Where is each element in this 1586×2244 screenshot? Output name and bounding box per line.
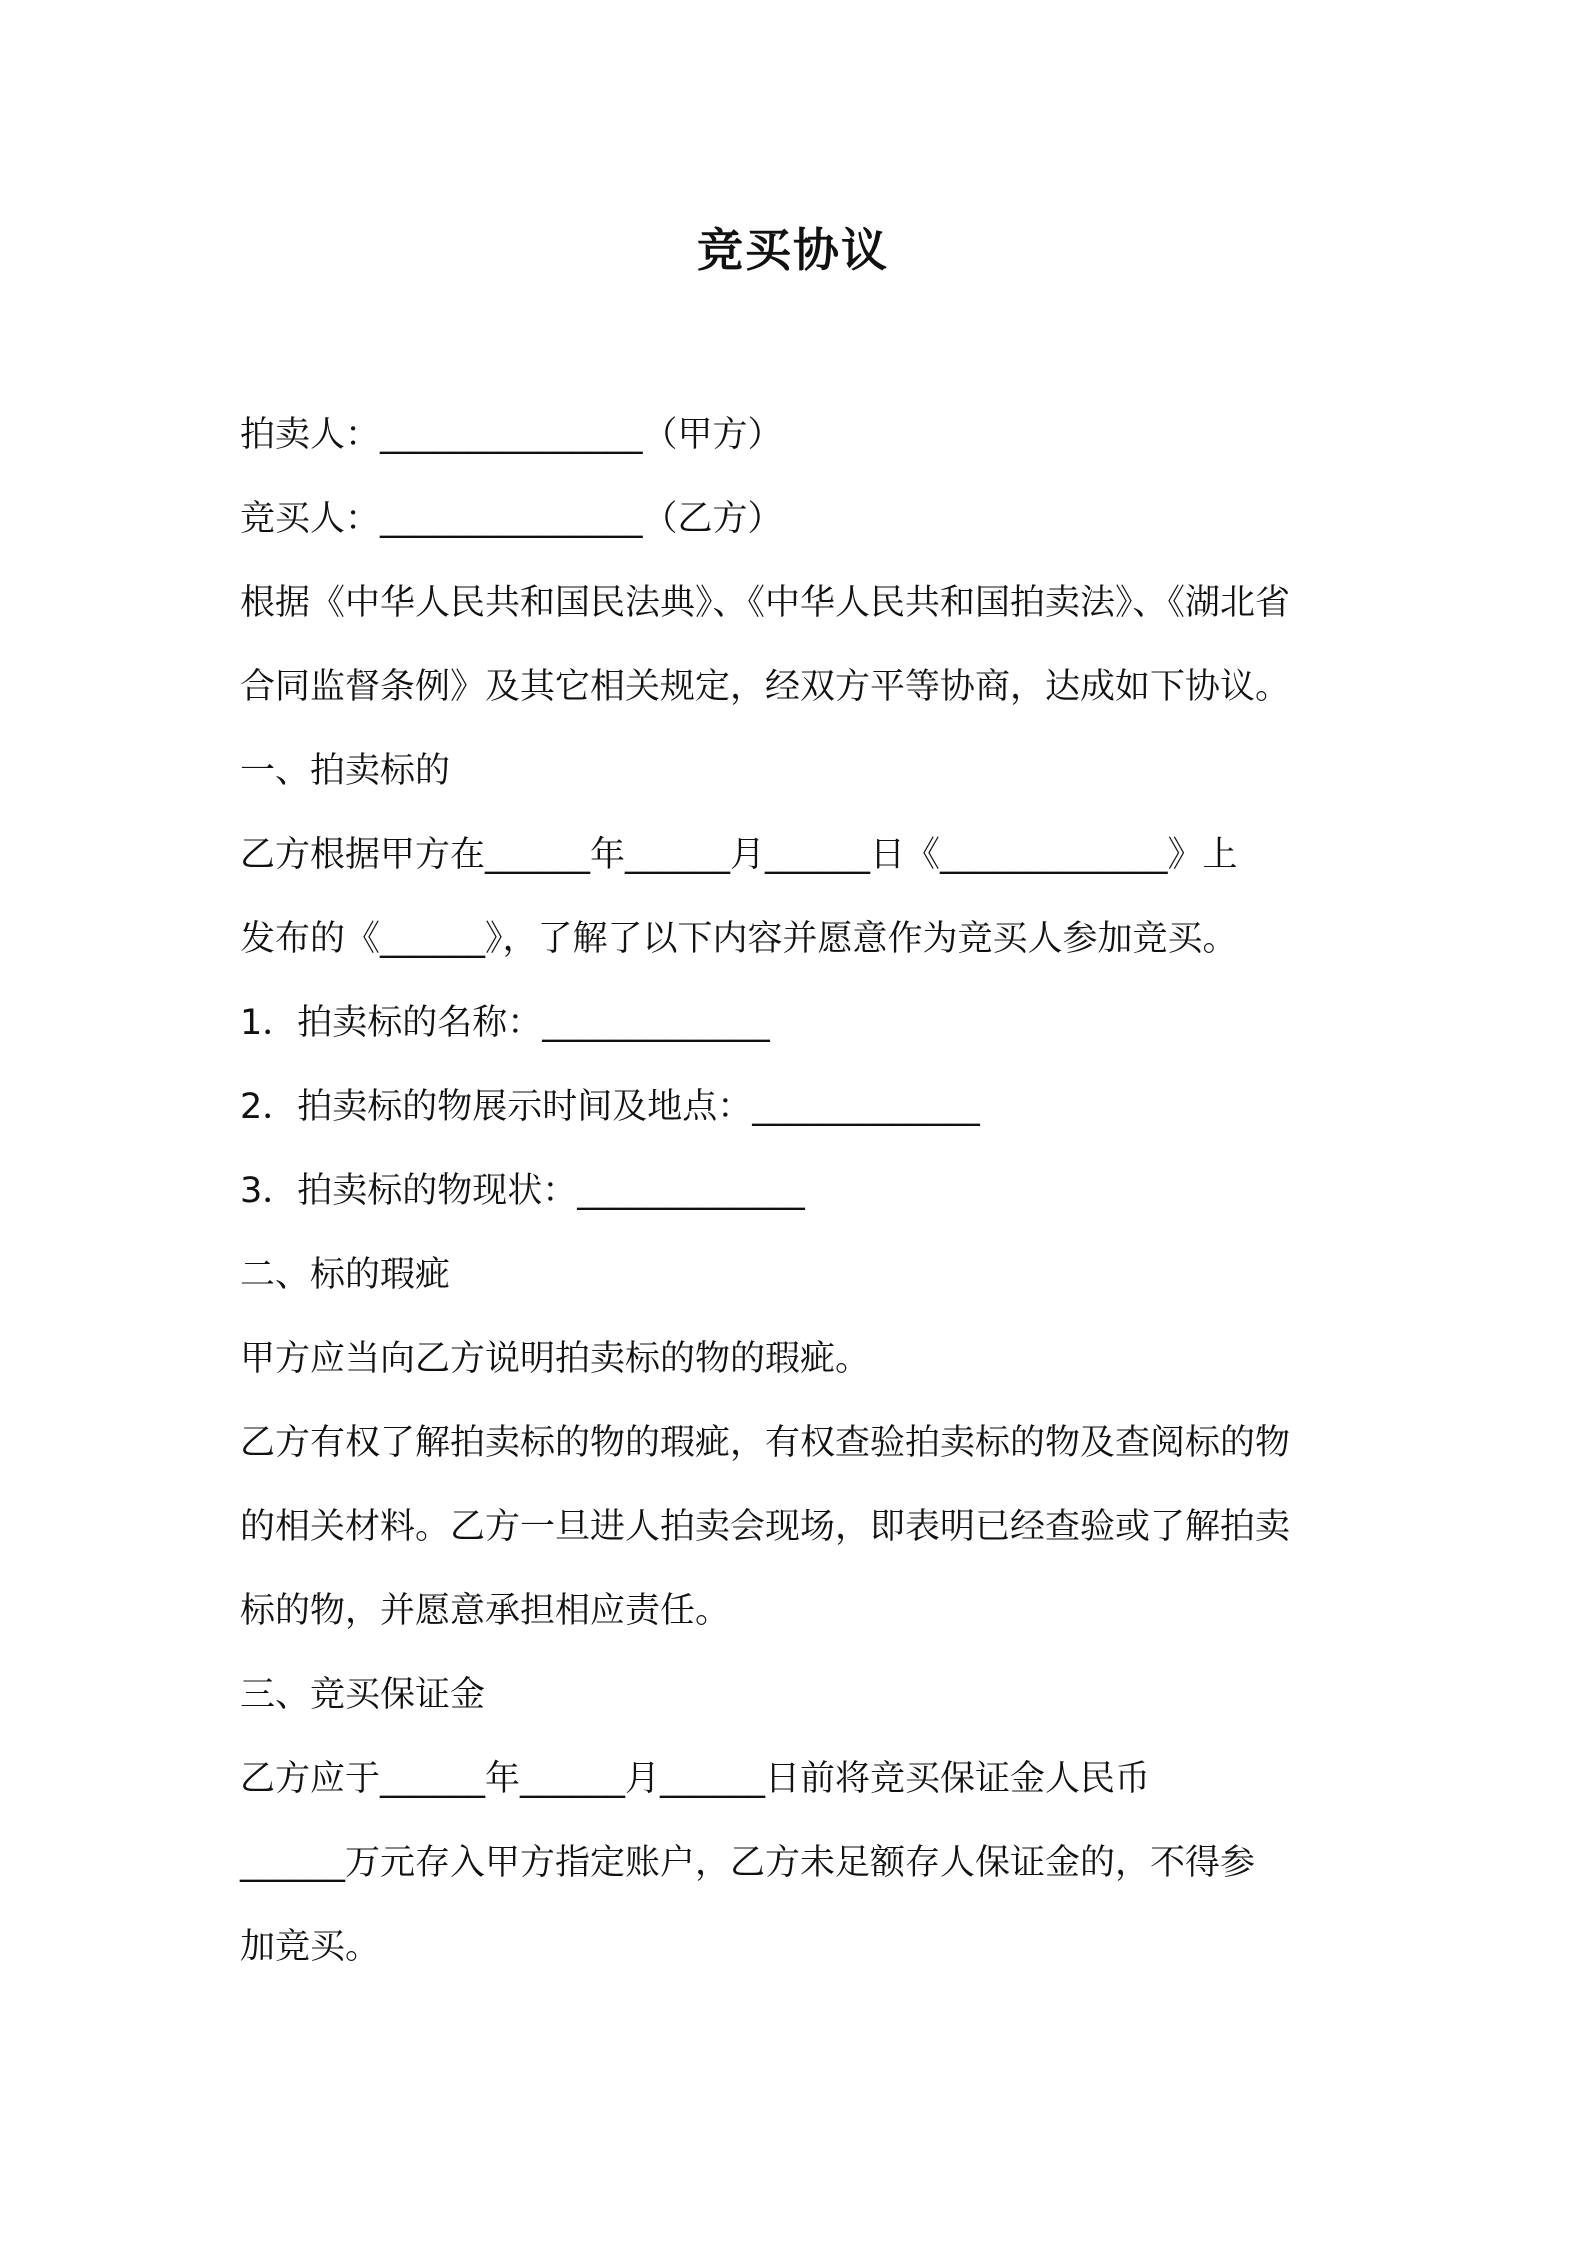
section-3-para-line-1: 乙方应于______年______月______日前将竞买保证金人民币 xyxy=(240,1759,1151,1799)
bidder-line: 竞买人：_______________（乙方） xyxy=(240,499,783,539)
item-3-condition: 3．拍卖标的物现状：_____________ xyxy=(240,1171,805,1211)
section-3-para-line-3: 加竞买。 xyxy=(240,1927,381,1967)
section-2-para-2-line-2: 的相关材料。乙方一旦进人拍卖会现场，即表明已经查验或了解拍卖 xyxy=(240,1507,1291,1547)
section-1-para-line-1: 乙方根据甲方在______年______月______日《_____________》上 xyxy=(240,835,1238,875)
legal-basis-line-2: 合同监督条例》及其它相关规定，经双方平等协商，达成如下协议。 xyxy=(240,667,1291,707)
item-1-name: 1．拍卖标的名称：_____________ xyxy=(240,1003,770,1043)
section-2-para-2-line-3: 标的物，并愿意承担相应责任。 xyxy=(240,1591,731,1631)
section-2-para-1: 甲方应当向乙方说明拍卖标的物的瑕疵。 xyxy=(240,1339,871,1379)
section-1-heading: 一、拍卖标的 xyxy=(240,751,451,791)
section-2-heading: 二、标的瑕疵 xyxy=(240,1255,451,1295)
item-2-display-time-place: 2．拍卖标的物展示时间及地点：_____________ xyxy=(240,1087,980,1127)
section-2-para-2-line-1: 乙方有权了解拍卖标的物的瑕疵，有权查验拍卖标的物及查阅标的物 xyxy=(240,1423,1291,1463)
section-3-para-line-2: ______万元存入甲方指定账户，乙方未足额存人保证金的，不得参 xyxy=(240,1843,1256,1883)
auctioneer-line: 拍卖人：_______________（甲方） xyxy=(240,415,783,455)
section-3-heading: 三、竞买保证金 xyxy=(240,1675,486,1715)
document-title: 竞买协议 xyxy=(697,223,889,277)
legal-basis-line-1: 根据《中华人民共和国民法典》、《中华人民共和国拍卖法》、《湖北省 xyxy=(240,583,1291,623)
section-1-para-line-2: 发布的《______》，了解了以下内容并愿意作为竞买人参加竞买。 xyxy=(240,919,1238,959)
